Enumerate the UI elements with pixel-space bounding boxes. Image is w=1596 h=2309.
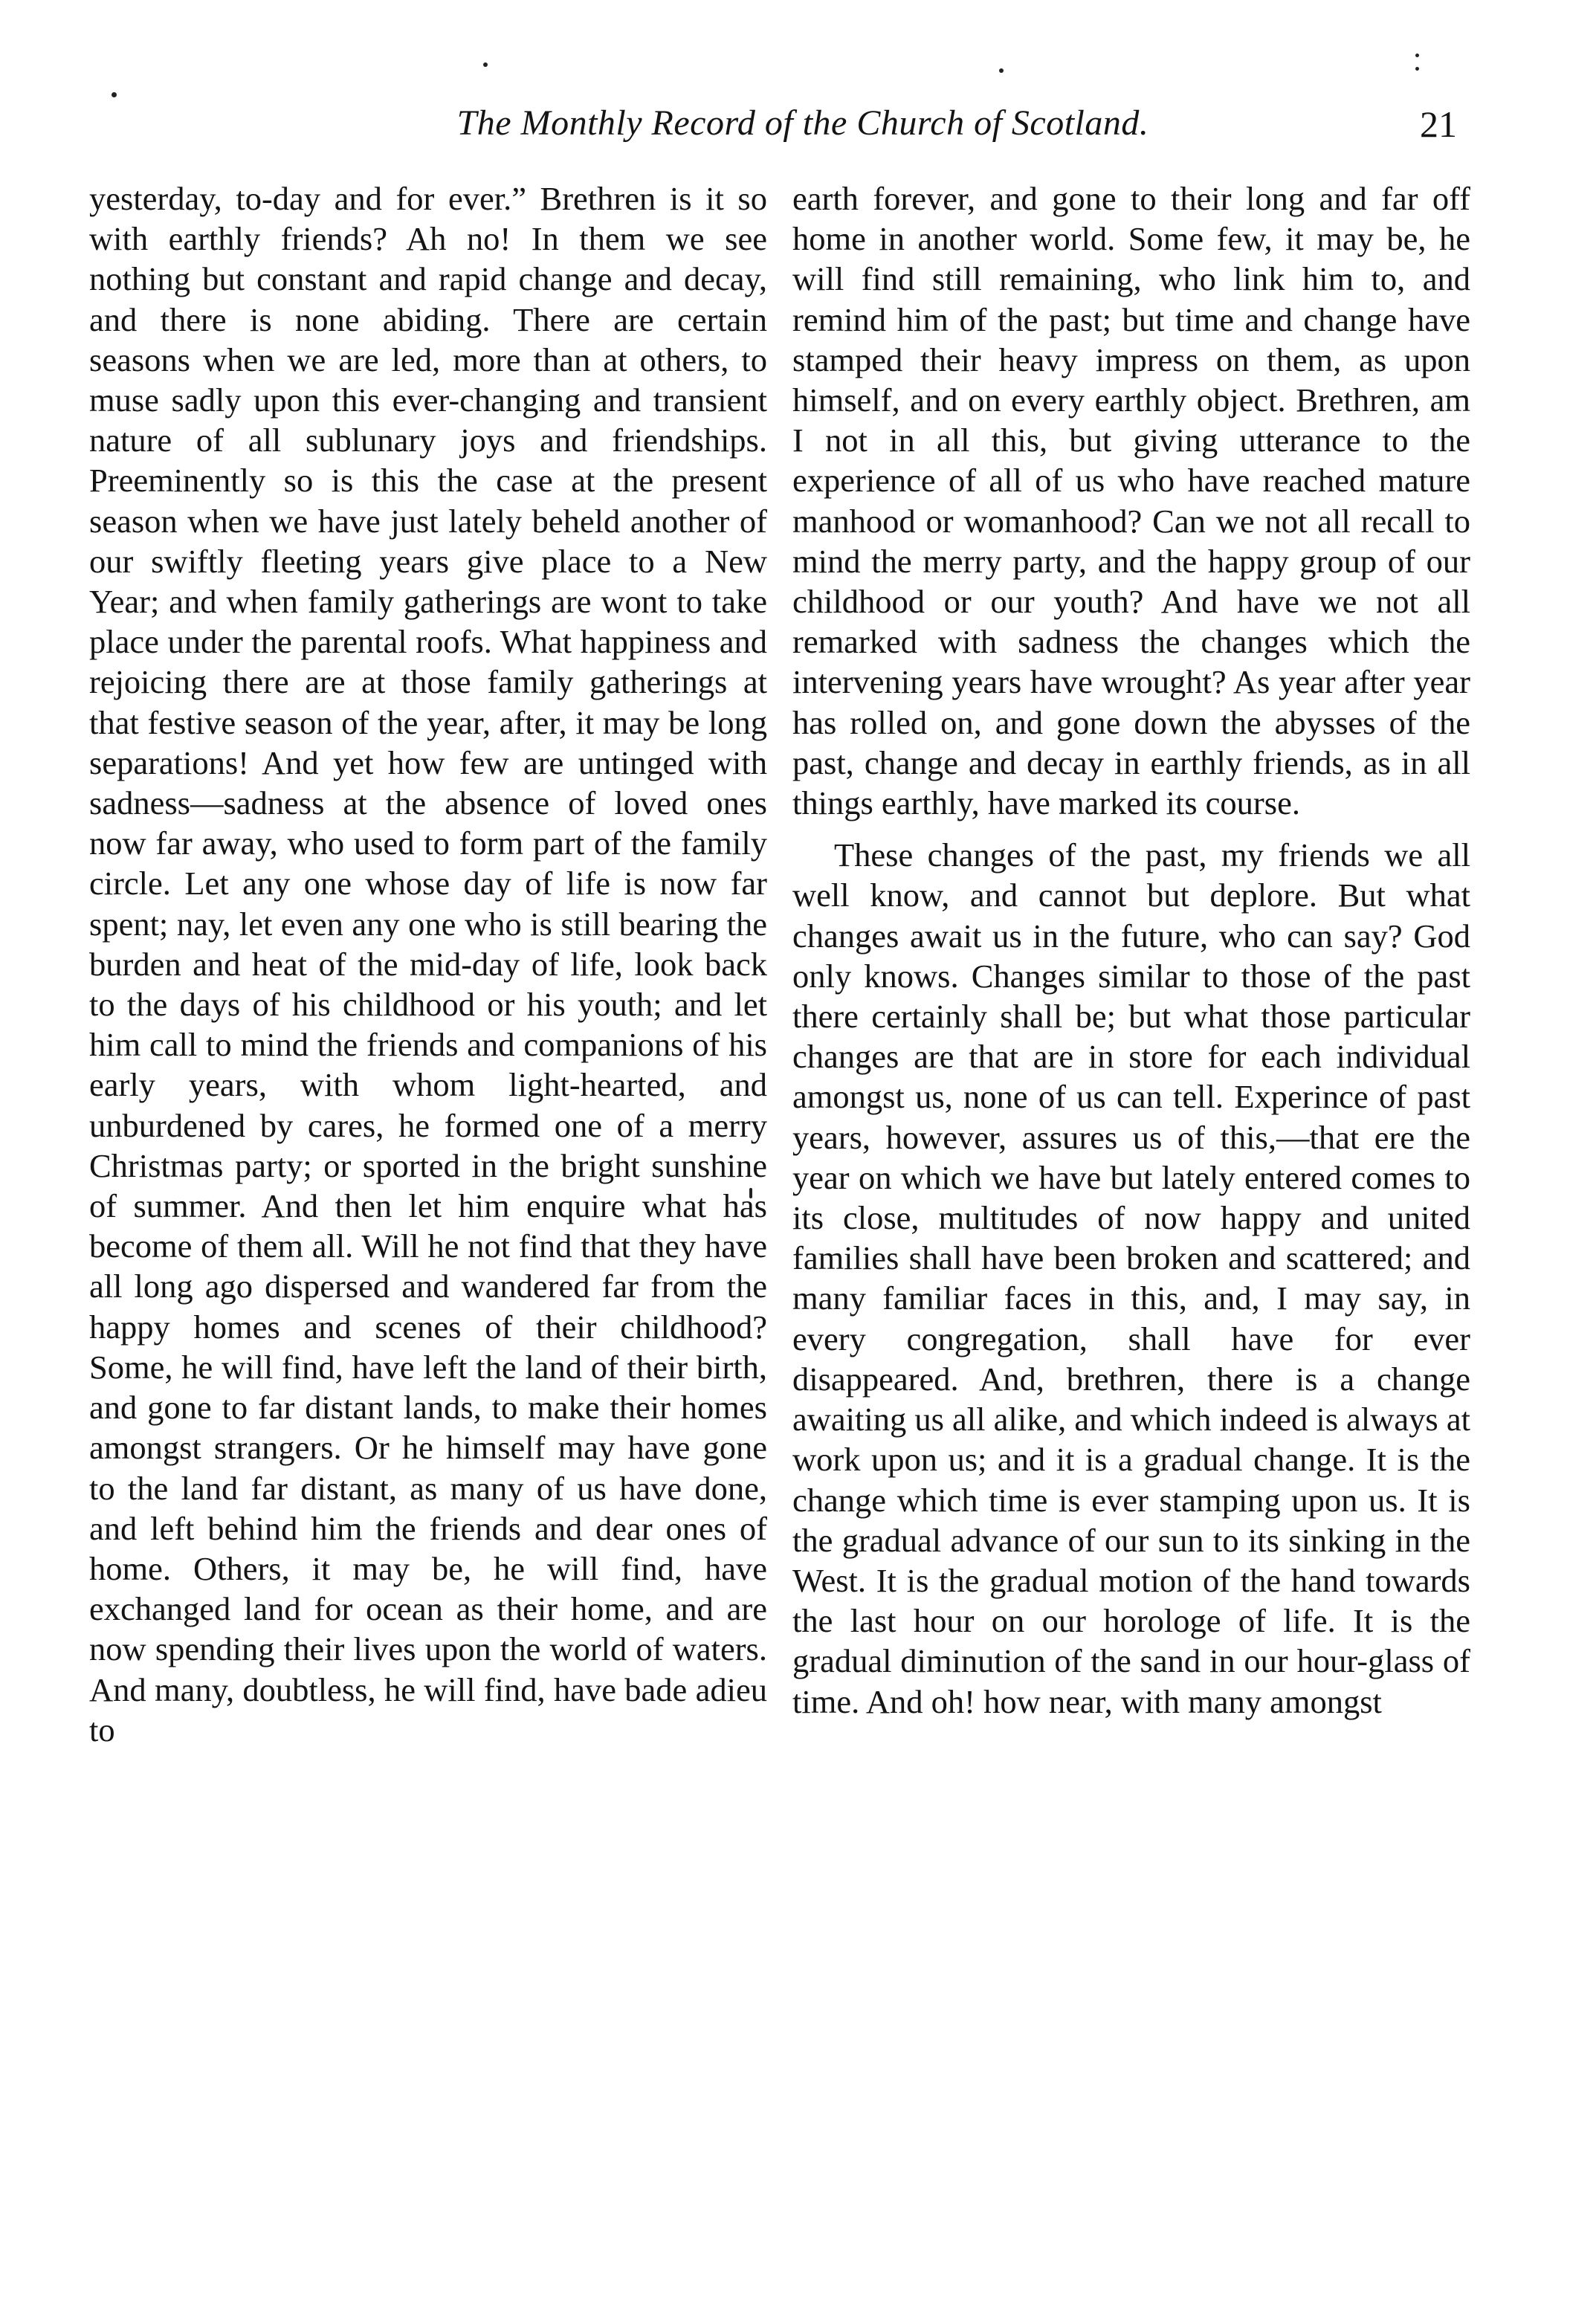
running-title: The Monthly Record of the Church of Scotland. xyxy=(456,103,1149,143)
running-head xyxy=(89,103,1457,147)
paragraph: These changes of the past, my friends we all well know, and cannot but deplore. But what changes await us in the future, who can say? God only knows. Changes similar to those of the past there certainly shall be; but what those particular changes are that are in store for each individual amongst us, none of us can tell. Experince of past years, however, assures us of this,—that ere the year on which we have but lately entered comes to its close, multitudes of now happy and united families shall have been broken and scattered; and many familiar faces in this, and, I may say, in every congregation, shall have for ever disappeared. And, brethren, there is a change awaiting us all alike, and which indeed is always at work upon us; and it is a gradual change. It is the change which time is ever stamping upon us. It is the gradual advance of our sun to its sinking in the West. It is the gradual motion of the hand towards the last hour on our horologe of life. It is the gradual diminution of the sand in our hour-glass of time. And oh! how near, with many amongst xyxy=(792,836,1470,1720)
right-column xyxy=(792,178,1470,1722)
paragraph: earth forever, and gone to their long and far off home in another world. Some few, it may be, he will find still remaining, who link him to, and remind him of the past; but time and change have stamped their heavy impress on them, as upon himself, and on every earthly object. Brethren, am I not in all this, but giving utterance to the experience of all of us who have reached mature manhood or womanhood? Can we not all recall to mind the merry party, and the happy group of our childhood or our youth? And have we not all remarked with sadness the changes which the intervening years have wrought? As year after year has rolled on, and gone down the abysses of the past, change and decay in earthly friends, as in all things earthly, have marked its course. xyxy=(792,180,1470,822)
left-column xyxy=(89,178,767,1750)
page-number: 21 xyxy=(1420,103,1457,145)
paragraph: yesterday, to-day and for ever.” Brethren is it so with earthly friends? Ah no! In them we see nothing but constant and rapid change and decay, and there is none abiding. There are certain seasons when we are led, more than at others, to muse sadly upon this ever-changing and transient nature of all sublunary joys and friendships. Preeminently so is this the case at the present season when we have just lately beheld another of our swiftly fleeting years give place to a New Year; and when family gatherings are wont to take place under the parental roofs. What happiness and rejoicing there are at those family gatherings at that festive season of the year, after, it may be long separations! And yet how few are untinged with sadness—sadness at the absence of loved ones now far away, who used to form part of the family circle. Let any one whose day of life is now far spent; nay, let even any one who is still bearing the burden and heat of the mid-day of life, look back to the days of his childhood or his youth; and let him call to mind the friends and companions of his early years, with whom light-hearted, and unburdened by cares, he formed one of a merry Christmas party; or sported in the bright sunshine of summer. And then let him enquire what has become of them all. Will he not find that they have all long ago dispersed and wandered far from the happy homes and scenes of their childhood? Some, he will find, have left the land of their birth, and gone to far distant lands, to make their homes amongst strangers. Or he himself may have gone to the land far distant, as many of us have done, and left behind him the friends and dear ones of home. Others, it may be, he will find, have exchanged land for ocean as their home, and are now spending their lives upon the world of waters. And many, doubtless, he will find, have bade adieu to xyxy=(89,180,767,1748)
